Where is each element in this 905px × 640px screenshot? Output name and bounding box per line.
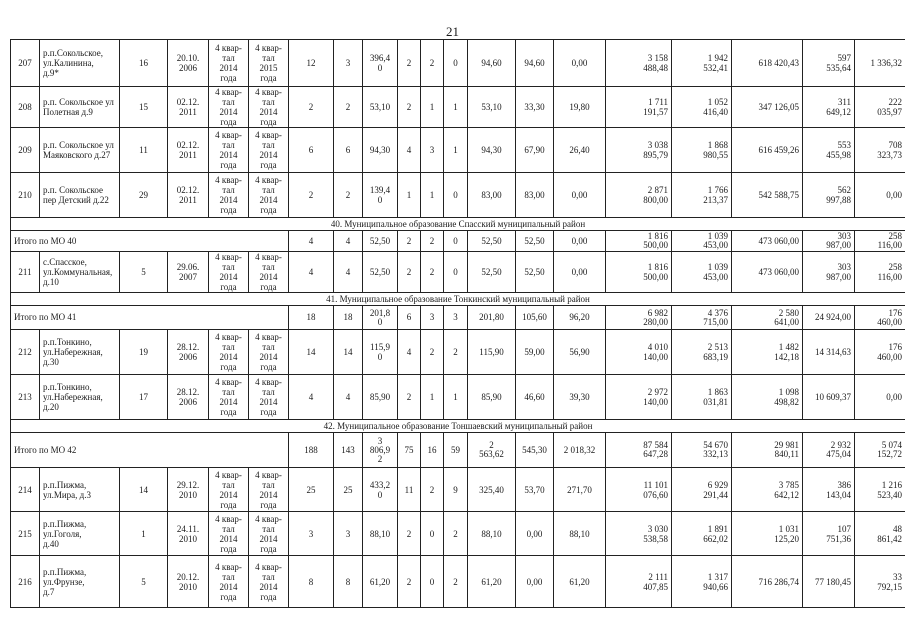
table-cell: 4: [398, 128, 421, 173]
table-cell: 4 квар- тал 2014 года: [209, 512, 249, 556]
table-cell: 6: [334, 128, 363, 173]
table-cell: 1 816 500,00: [606, 231, 672, 252]
table-cell: 2: [421, 231, 444, 252]
table-cell: 02.12. 2011: [168, 173, 209, 218]
table-cell: 0: [421, 512, 444, 556]
section-title: 42. Муниципальное образование Тоншаевский муниципальный район: [11, 420, 905, 433]
table-cell: 4: [398, 330, 421, 375]
section-title: 40. Муниципальное образование Спасский муниципальный район: [11, 218, 905, 231]
table-cell: 53,70: [516, 468, 554, 512]
table-row: [11, 40, 905, 87]
table-cell: 67,90: [516, 128, 554, 173]
table-row: [11, 330, 905, 375]
address-cell: р.п. Сокольское ул Полетная д.9: [40, 87, 120, 128]
table-cell: 0,00: [554, 40, 606, 87]
table-cell: 56,90: [554, 330, 606, 375]
table-cell: 597 535,64: [803, 40, 855, 87]
table-cell: 562 997,88: [803, 173, 855, 218]
table-cell: 3 030 538,58: [606, 512, 672, 556]
table-cell: 4: [289, 252, 334, 293]
table-cell: 16: [120, 40, 168, 87]
table-cell: 88,10: [468, 512, 516, 556]
table-cell: 11: [120, 128, 168, 173]
table-cell: 2: [421, 40, 444, 87]
table-cell: 473 060,00: [732, 231, 803, 252]
table-cell: 303 987,00: [803, 231, 855, 252]
table-cell: 222 035,97: [855, 87, 905, 128]
table-cell: 4: [334, 252, 363, 293]
table-cell: 19: [120, 330, 168, 375]
table-cell: 107 751,36: [803, 512, 855, 556]
table-cell: 1: [421, 87, 444, 128]
table-cell: 28.12. 2006: [168, 375, 209, 420]
table-cell: 2: [421, 330, 444, 375]
table-cell: 0,00: [855, 375, 905, 420]
table-cell: 59,00: [516, 330, 554, 375]
table-cell: 1 039 453,00: [672, 252, 732, 293]
subtotal-row: [11, 306, 905, 330]
address-cell: р.п. Сокольское ул Маяковского д.27: [40, 128, 120, 173]
subtotal-label: Итого по МО 42: [11, 433, 289, 468]
table-cell: 4 квар- тал 2014 года: [249, 330, 289, 375]
table-cell: 143: [334, 433, 363, 468]
table-cell: 4 квар- тал 2014 года: [249, 468, 289, 512]
table-cell: 2: [398, 87, 421, 128]
table-cell: 2 972 140,00: [606, 375, 672, 420]
subtotal-row: [11, 433, 905, 468]
table-cell: 4 376 715,00: [672, 306, 732, 330]
table-cell: 176 460,00: [855, 330, 905, 375]
table-cell: 1 942 532,41: [672, 40, 732, 87]
table-cell: 3 806,9 2: [363, 433, 398, 468]
table-cell: 52,50: [468, 252, 516, 293]
table-cell: 2: [398, 375, 421, 420]
table-cell: 26,40: [554, 128, 606, 173]
table-cell: 4 квар- тал 2015 года: [249, 40, 289, 87]
address-cell: р.п.Пижма, ул.Мира, д.3: [40, 468, 120, 512]
table-cell: 14: [334, 330, 363, 375]
address-cell: р.п.Пижма, ул.Гоголя, д.40: [40, 512, 120, 556]
section-header-row: [11, 218, 905, 231]
table-cell: 2: [421, 468, 444, 512]
table-cell: 210: [11, 173, 40, 218]
table-cell: 1 816 500,00: [606, 252, 672, 293]
section-header-row: [11, 293, 905, 306]
table-cell: 303 987,00: [803, 252, 855, 293]
table-cell: 708 323,73: [855, 128, 905, 173]
table-cell: 0: [444, 231, 468, 252]
table-cell: 1: [444, 375, 468, 420]
table-cell: 85,90: [468, 375, 516, 420]
table-cell: 1 482 142,18: [732, 330, 803, 375]
table-cell: 4 квар- тал 2014 года: [249, 87, 289, 128]
table-cell: 2 932 475,04: [803, 433, 855, 468]
table-cell: 5: [120, 556, 168, 608]
table-cell: 2: [444, 330, 468, 375]
table-cell: 53,10: [363, 87, 398, 128]
table-cell: 2: [444, 512, 468, 556]
table-cell: 5: [120, 252, 168, 293]
table-cell: 0,00: [855, 173, 905, 218]
table-cell: 2 018,32: [554, 433, 606, 468]
table-cell: 0,00: [516, 512, 554, 556]
table-cell: 176 460,00: [855, 306, 905, 330]
table-cell: 12: [289, 40, 334, 87]
table-cell: 94,60: [516, 40, 554, 87]
table-cell: 88,10: [363, 512, 398, 556]
table-cell: 25: [289, 468, 334, 512]
table-cell: 211: [11, 252, 40, 293]
table-cell: 4: [334, 231, 363, 252]
table-cell: 0: [444, 40, 468, 87]
table-cell: 11 101 076,60: [606, 468, 672, 512]
table-cell: 6: [289, 128, 334, 173]
table-cell: 216: [11, 556, 40, 608]
table-cell: 2: [398, 231, 421, 252]
table-cell: 59: [444, 433, 468, 468]
table-cell: 4 квар- тал 2014 года: [249, 128, 289, 173]
table-row: [11, 468, 905, 512]
table-cell: 1: [421, 375, 444, 420]
table-cell: 02.12. 2011: [168, 87, 209, 128]
table-cell: 213: [11, 375, 40, 420]
table-cell: 433,2 0: [363, 468, 398, 512]
table-cell: 4: [289, 375, 334, 420]
subtotal-row: [11, 231, 905, 252]
table-cell: 0,00: [516, 556, 554, 608]
table-cell: 6 929 291,44: [672, 468, 732, 512]
table-cell: 616 459,26: [732, 128, 803, 173]
table-cell: 52,50: [363, 231, 398, 252]
table-cell: 214: [11, 468, 40, 512]
table-cell: 139,4 0: [363, 173, 398, 218]
table-cell: 4: [289, 231, 334, 252]
table-cell: 4 квар- тал 2014 года: [209, 128, 249, 173]
table-cell: 2: [289, 87, 334, 128]
table-row: [11, 252, 905, 293]
table-cell: 4 квар- тал 2014 года: [209, 468, 249, 512]
table-cell: 4 квар- тал 2014 года: [209, 252, 249, 293]
table-cell: 201,80: [468, 306, 516, 330]
table-cell: 115,90: [468, 330, 516, 375]
table-cell: 1 711 191,57: [606, 87, 672, 128]
table-cell: 396,4 0: [363, 40, 398, 87]
table-cell: 2: [289, 173, 334, 218]
table-cell: 115,9 0: [363, 330, 398, 375]
table-cell: 212: [11, 330, 40, 375]
table-cell: 8: [334, 556, 363, 608]
table-cell: 4 квар- тал 2014 года: [209, 375, 249, 420]
table-cell: 4 квар- тал 2014 года: [209, 87, 249, 128]
table-cell: 5 074 152,72: [855, 433, 905, 468]
table-cell: 83,00: [468, 173, 516, 218]
table-cell: 2: [421, 252, 444, 293]
table-cell: 3 038 895,79: [606, 128, 672, 173]
table-cell: 94,30: [468, 128, 516, 173]
table-cell: 33,30: [516, 87, 554, 128]
table-cell: 2: [334, 87, 363, 128]
table-cell: 271,70: [554, 468, 606, 512]
table-cell: 25: [334, 468, 363, 512]
table-cell: 0,00: [554, 231, 606, 252]
table-cell: 2 111 407,85: [606, 556, 672, 608]
table-cell: 18: [289, 306, 334, 330]
table-cell: 46,60: [516, 375, 554, 420]
table-cell: 347 126,05: [732, 87, 803, 128]
table-cell: 311 649,12: [803, 87, 855, 128]
table-cell: 2: [398, 556, 421, 608]
table-cell: 208: [11, 87, 40, 128]
table-cell: 4 квар- тал 2014 года: [209, 40, 249, 87]
table-cell: 4 квар- тал 2014 года: [209, 173, 249, 218]
table-cell: 87 584 647,28: [606, 433, 672, 468]
table-cell: 618 420,43: [732, 40, 803, 87]
table-cell: 48 861,42: [855, 512, 905, 556]
table-cell: 88,10: [554, 512, 606, 556]
table-cell: 188: [289, 433, 334, 468]
table-cell: 1 891 662,02: [672, 512, 732, 556]
table-cell: 3: [421, 128, 444, 173]
table-cell: 1: [444, 87, 468, 128]
table-cell: 2: [398, 512, 421, 556]
table-cell: 24 924,00: [803, 306, 855, 330]
table-cell: 258 116,00: [855, 252, 905, 293]
table-cell: 20.12. 2010: [168, 556, 209, 608]
table-cell: 1 336,32: [855, 40, 905, 87]
table-cell: 54 670 332,13: [672, 433, 732, 468]
table-cell: 15: [120, 87, 168, 128]
table-cell: 1 317 940,66: [672, 556, 732, 608]
table-row: [11, 128, 905, 173]
table-cell: 14: [120, 468, 168, 512]
table-cell: 1 031 125,20: [732, 512, 803, 556]
table-cell: 18: [334, 306, 363, 330]
table-cell: 201,8 0: [363, 306, 398, 330]
table-cell: 33 792,15: [855, 556, 905, 608]
table-cell: 2 580 641,00: [732, 306, 803, 330]
table-cell: 94,30: [363, 128, 398, 173]
table-cell: 1: [398, 173, 421, 218]
table-cell: 4 квар- тал 2014 года: [209, 330, 249, 375]
table-cell: 11: [398, 468, 421, 512]
table-cell: 8: [289, 556, 334, 608]
table-cell: 3: [334, 40, 363, 87]
table-cell: 2 513 683,19: [672, 330, 732, 375]
table-cell: 542 588,75: [732, 173, 803, 218]
subtotal-label: Итого по МО 41: [11, 306, 289, 330]
table-cell: 75: [398, 433, 421, 468]
table-cell: 6: [398, 306, 421, 330]
table-cell: 2: [398, 252, 421, 293]
table-cell: 3 158 488,48: [606, 40, 672, 87]
table-cell: 61,20: [468, 556, 516, 608]
table-cell: 3: [334, 512, 363, 556]
table-cell: 1: [444, 128, 468, 173]
address-cell: р.п.Сокольское, ул.Калинина, д.9*: [40, 40, 120, 87]
page-number: 21: [446, 24, 459, 39]
subtotal-label: Итого по МО 40: [11, 231, 289, 252]
table-cell: 258 116,00: [855, 231, 905, 252]
table-cell: 4 квар- тал 2014 года: [249, 173, 289, 218]
table-cell: 1 052 416,40: [672, 87, 732, 128]
table-cell: 4: [334, 375, 363, 420]
table-cell: 0: [444, 173, 468, 218]
table-cell: 1: [421, 173, 444, 218]
address-cell: с.Спасское, ул.Коммунальная, д.10: [40, 252, 120, 293]
table-cell: 19,80: [554, 87, 606, 128]
table-cell: 105,60: [516, 306, 554, 330]
table-cell: 3 785 642,12: [732, 468, 803, 512]
table-cell: 2: [444, 556, 468, 608]
table-row: [11, 556, 905, 608]
table-cell: 29.12. 2010: [168, 468, 209, 512]
table-cell: 61,20: [554, 556, 606, 608]
table-cell: 2 871 800,00: [606, 173, 672, 218]
address-cell: р.п.Пижма, ул.Фрунзе, д.7: [40, 556, 120, 608]
table-row: [11, 173, 905, 218]
table-cell: 52,50: [516, 231, 554, 252]
table-cell: 2: [398, 40, 421, 87]
address-cell: р.п.Тонкино, ул.Набережная, д.30: [40, 330, 120, 375]
table-cell: 0: [421, 556, 444, 608]
table-cell: 325,40: [468, 468, 516, 512]
table-cell: 3: [444, 306, 468, 330]
table-cell: 4 квар- тал 2014 года: [249, 375, 289, 420]
table-cell: 215: [11, 512, 40, 556]
table-cell: 53,10: [468, 87, 516, 128]
table-cell: 1 039 453,00: [672, 231, 732, 252]
table-cell: 4 квар- тал 2014 года: [209, 556, 249, 608]
section-title: 41. Муниципальное образование Тонкинский муниципальный район: [11, 293, 905, 306]
table-cell: 1 098 498,82: [732, 375, 803, 420]
table-cell: 4 квар- тал 2014 года: [249, 556, 289, 608]
table-cell: 29: [120, 173, 168, 218]
table-cell: 29 981 840,11: [732, 433, 803, 468]
table-cell: 29.06. 2007: [168, 252, 209, 293]
table-row: [11, 375, 905, 420]
table-cell: 3: [421, 306, 444, 330]
table-cell: 473 060,00: [732, 252, 803, 293]
table-cell: 553 455,98: [803, 128, 855, 173]
housing-program-table: [10, 39, 905, 608]
table-cell: 4 010 140,00: [606, 330, 672, 375]
table-cell: 24.11. 2010: [168, 512, 209, 556]
table-cell: 96,20: [554, 306, 606, 330]
table-cell: 52,50: [468, 231, 516, 252]
table-cell: 14 314,63: [803, 330, 855, 375]
table-cell: 209: [11, 128, 40, 173]
table-cell: 386 143,04: [803, 468, 855, 512]
table-cell: 1 766 213,37: [672, 173, 732, 218]
table-cell: 16: [421, 433, 444, 468]
table-body: [11, 40, 905, 608]
table-cell: 10 609,37: [803, 375, 855, 420]
table-cell: 0: [444, 252, 468, 293]
table-cell: 52,50: [363, 252, 398, 293]
table-cell: 6 982 280,00: [606, 306, 672, 330]
table-cell: 83,00: [516, 173, 554, 218]
table-cell: 02.12. 2011: [168, 128, 209, 173]
table-cell: 2 563,62: [468, 433, 516, 468]
table-cell: 4 квар- тал 2014 года: [249, 252, 289, 293]
table-cell: 28.12. 2006: [168, 330, 209, 375]
table-cell: 0,00: [554, 173, 606, 218]
table-cell: 14: [289, 330, 334, 375]
address-cell: р.п.Тонкино, ул.Набережная, д.20: [40, 375, 120, 420]
table-cell: 207: [11, 40, 40, 87]
table-cell: 9: [444, 468, 468, 512]
address-cell: р.п. Сокольское пер Детский д.22: [40, 173, 120, 218]
table-cell: 52,50: [516, 252, 554, 293]
table-cell: 1 863 031,81: [672, 375, 732, 420]
table-cell: 1: [120, 512, 168, 556]
table-cell: 94,60: [468, 40, 516, 87]
table-cell: 4 квар- тал 2014 года: [249, 512, 289, 556]
table-cell: 1 868 980,55: [672, 128, 732, 173]
table-cell: 85,90: [363, 375, 398, 420]
table-cell: 20.10. 2006: [168, 40, 209, 87]
table-cell: 61,20: [363, 556, 398, 608]
table-cell: 2: [334, 173, 363, 218]
section-header-row: [11, 420, 905, 433]
table-row: [11, 87, 905, 128]
table-cell: 77 180,45: [803, 556, 855, 608]
table-cell: 3: [289, 512, 334, 556]
table-cell: 1 216 523,40: [855, 468, 905, 512]
table-cell: 716 286,74: [732, 556, 803, 608]
table-cell: 545,30: [516, 433, 554, 468]
table-cell: 39,30: [554, 375, 606, 420]
table-cell: 17: [120, 375, 168, 420]
table-row: [11, 512, 905, 556]
table-cell: 0,00: [554, 252, 606, 293]
